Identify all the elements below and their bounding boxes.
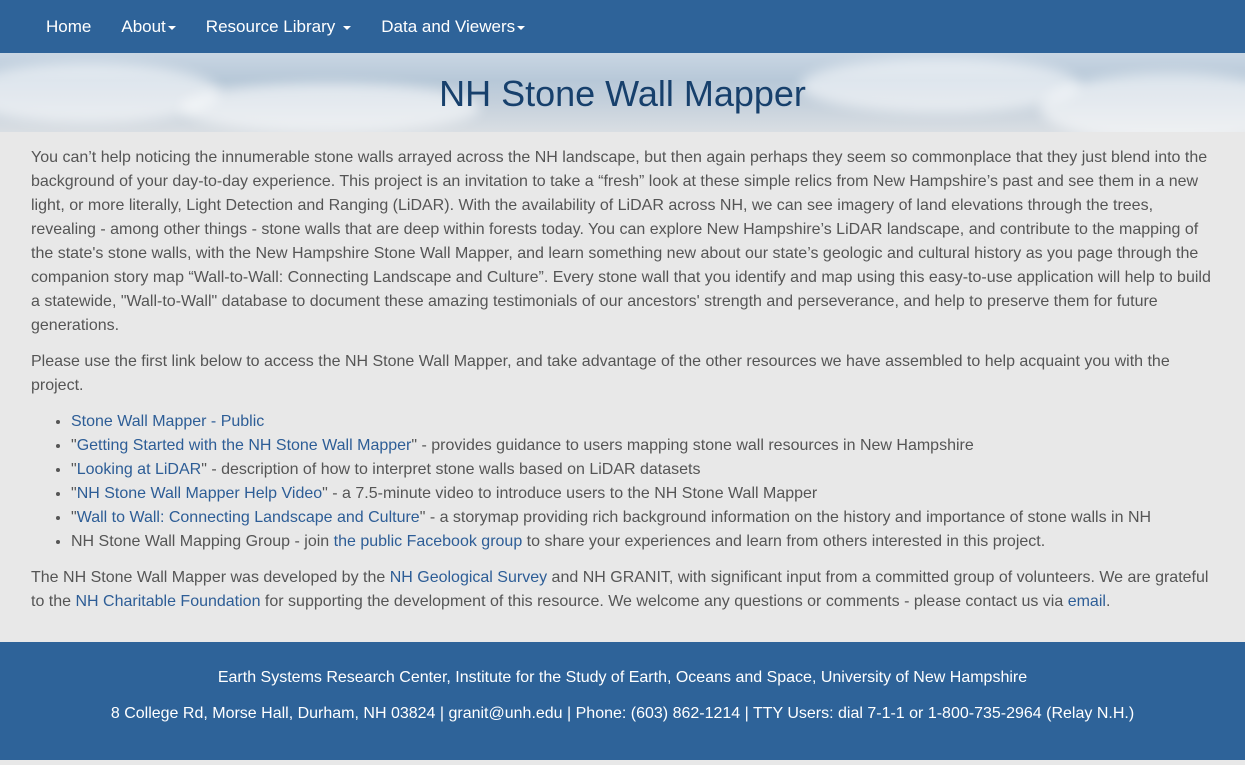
link-wall-to-wall-storymap[interactable]: Wall to Wall: Connecting Landscape and Culture	[76, 509, 420, 526]
list-item	[71, 506, 1214, 530]
link-nh-charitable-foundation[interactable]: NH Charitable Foundation	[75, 593, 261, 610]
nav-home-label: Home	[46, 16, 92, 36]
list-item-prefix: NH Stone Wall Mapping Group - join	[71, 533, 334, 550]
top-navbar	[0, 0, 1245, 53]
nav-about-label: About	[121, 16, 166, 36]
link-getting-started[interactable]: Getting Started with the NH Stone Wall Mapper	[76, 437, 412, 454]
resource-list	[31, 410, 1214, 554]
hero-banner	[0, 53, 1245, 132]
quote-open: "	[71, 437, 77, 454]
link-help-video[interactable]: NH Stone Wall Mapper Help Video	[76, 485, 323, 502]
credits-text: .	[1105, 593, 1111, 610]
quote-open: "	[71, 461, 77, 478]
nav-data-and-viewers-label: Data and Viewers	[381, 16, 516, 36]
caret-down-icon	[343, 26, 351, 30]
credits-text: for supporting the development of this resource. We welcome any questions or comments - please contact us via	[260, 593, 1068, 610]
nav-home[interactable]	[31, 0, 106, 53]
list-item-description: " - a storymap providing rich background information on the history and importance of stone walls in NH	[419, 509, 1152, 526]
nav-about[interactable]	[106, 0, 190, 53]
list-item-description: " - description of how to interpret stone walls based on LiDAR datasets	[201, 461, 701, 478]
footer-institution: Earth Systems Research Center, Institute for the Study of Earth, Oceans and Space, University of New Hampshire	[217, 669, 1028, 686]
page-footer	[0, 642, 1245, 760]
quote-open: "	[71, 485, 77, 502]
list-item	[71, 482, 1214, 506]
link-email[interactable]: email	[1067, 593, 1106, 610]
instructions-paragraph: Please use the first link below to access the NH Stone Wall Mapper, and take advantage of the other resources we have assembled to help acquaint you with the project.	[31, 353, 1170, 394]
nav-resource-library-label: Resource Library	[205, 16, 336, 36]
list-item-description: to share your experiences and learn from others interested in this project.	[522, 533, 1046, 550]
nav-data-and-viewers[interactable]	[366, 0, 540, 53]
caret-down-icon	[517, 26, 525, 30]
intro-paragraph: You can’t help noticing the innumerable stone walls arrayed across the NH landscape, but then again perhaps they seem so commonplace that they just blend into the background of your day-to-day experience. This project is an invitation to take a “fresh” look at these simple relics from New Hampshire’s past and see them in a new light, or more literally, Light Detection and Ranging (LiDAR). With the availability of LiDAR across NH, we can see imagery of land elevations through the trees, revealing - among other things - stone walls that are deep within forests today. You can explore New Hampshire’s LiDAR landscape, and contribute to the mapping of the state's stone walls, with the New Hampshire Stone Wall Mapper, and learn something new about our state’s geologic and cultural history as you page through the companion story map “Wall-to-Wall: Connecting Landscape and Culture”. Every stone wall that you identify and map using this easy-to-use application will help to build a statewide, "Wall-to-Wall" database to document these amazing testimonials of our ancestors' strength and perseverance, and help to preserve them for future generations.	[31, 149, 1211, 334]
list-item	[71, 434, 1214, 458]
list-item	[71, 410, 1214, 434]
credits-paragraph	[31, 566, 1214, 614]
link-stone-wall-mapper-public[interactable]: Stone Wall Mapper - Public	[71, 413, 265, 430]
bottom-divider	[0, 760, 1245, 765]
credits-text: and NH GRANIT, with significant input from a committed group of volunteers. We are grateful to the	[31, 569, 1209, 610]
list-item	[71, 530, 1214, 554]
link-facebook-group[interactable]: the public Facebook group	[333, 533, 523, 550]
link-nh-geological-survey[interactable]: NH Geological Survey	[389, 569, 548, 586]
list-item-description: " - a 7.5-minute video to introduce users to the NH Stone Wall Mapper	[322, 485, 818, 502]
link-looking-at-lidar[interactable]: Looking at LiDAR	[76, 461, 202, 478]
caret-down-icon	[168, 26, 176, 30]
page-title: NH Stone Wall Mapper	[439, 73, 806, 114]
footer-contact: 8 College Rd, Morse Hall, Durham, NH 03824 | granit@unh.edu | Phone: (603) 862-1214 | TTY Users: dial 7-1-1 or 1-800-735-2964 (Relay N.H.)	[110, 705, 1135, 722]
quote-open: "	[71, 509, 77, 526]
list-item	[71, 458, 1214, 482]
credits-text: The NH Stone Wall Mapper was developed by the	[31, 569, 390, 586]
main-content	[0, 132, 1245, 614]
nav-resource-library[interactable]	[191, 0, 366, 53]
list-item-description: " - provides guidance to users mapping stone wall resources in New Hampshire	[411, 437, 974, 454]
